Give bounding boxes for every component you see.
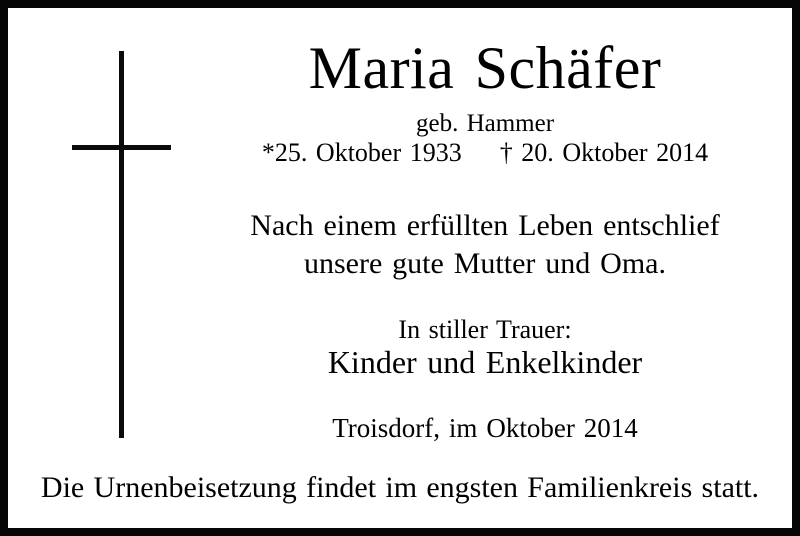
mourners: Kinder und Enkelkinder xyxy=(327,344,643,380)
place-and-date: Troisdorf, im Oktober 2014 xyxy=(332,413,638,443)
deceased-name: Maria Schäfer xyxy=(308,35,662,101)
cross-horizontal-bar xyxy=(72,145,171,150)
farewell-message xyxy=(170,207,800,283)
cross-vertical-bar xyxy=(119,51,124,438)
birth-date: *25. Oktober 1933 xyxy=(261,138,462,167)
death-date: † 20. Oktober 2014 xyxy=(499,138,709,167)
farewell-message-line2: unsere gute Mutter und Oma. xyxy=(303,247,666,280)
life-dates xyxy=(170,139,800,168)
mourning-intro: In stiller Trauer: xyxy=(398,315,572,344)
farewell-message-line1: Nach einem erfüllten Leben entschlief xyxy=(250,209,720,242)
closing-note: Die Urnenbeisetzung findet im engsten Familienkreis statt. xyxy=(40,471,760,504)
maiden-name: geb. Hammer xyxy=(415,110,555,137)
